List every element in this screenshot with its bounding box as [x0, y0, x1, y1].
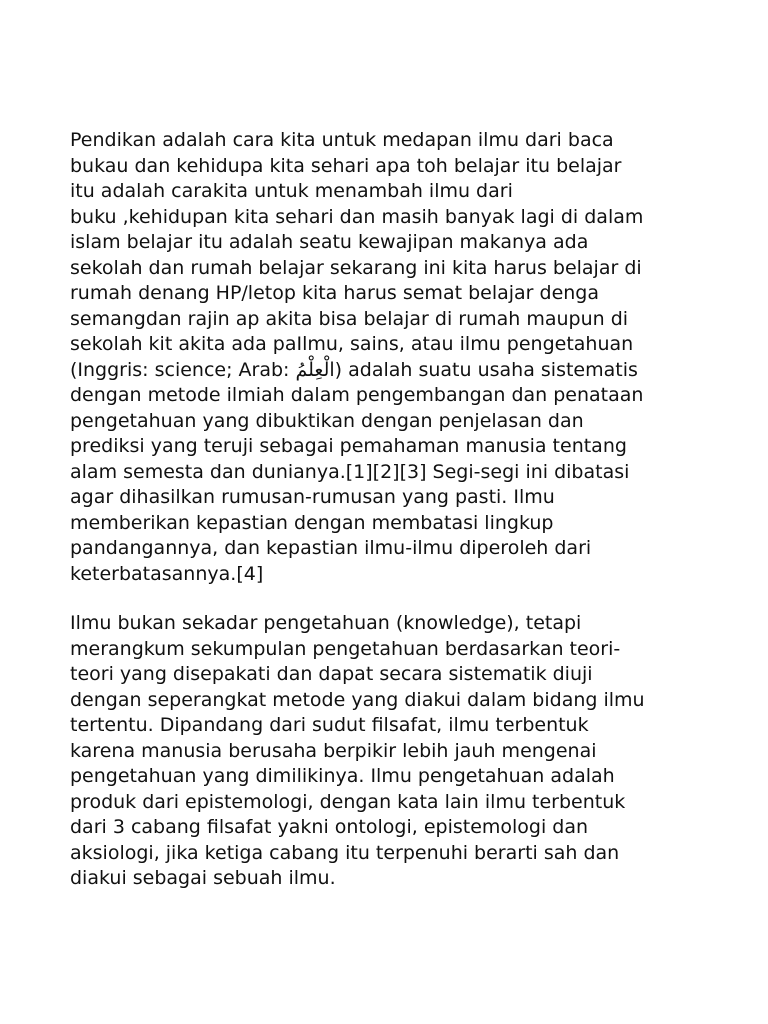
- text-line: itu adalah carakita untuk menambah ilmu dari: [70, 180, 513, 202]
- text-line: dengan seperangkat metode yang diakui dalam bidang ilmu: [70, 688, 645, 711]
- text-line: alam semesta dan dunianya.[1][2][3] Segi-segi ini dibatasi: [70, 460, 630, 483]
- text-line: karena manusia berusaha berpikir lebih jauh mengenai: [70, 739, 597, 762]
- text-line: islam belajar itu adalah seatu kewajipan makanya ada: [70, 231, 589, 253]
- text-line: agar dihasilkan rumusan-rumusan yang pasti. Ilmu: [70, 486, 555, 508]
- text-line: memberikan kepastian dengan membatasi lingkup: [70, 511, 554, 534]
- text-line: tertentu. Dipandang dari sudut filsafat, ilmu terbentuk: [70, 714, 589, 736]
- text-line: pengetahuan yang dimilikinya. Ilmu pengetahuan adalah: [70, 765, 615, 787]
- text-line: (Inggris: science; Arab: الْعِلْمُ) adalah suatu usaha sistematis: [70, 358, 638, 381]
- paragraph-1: [70, 128, 710, 587]
- text-line: rumah denang HP/letop kita harus semat belajar denga: [70, 282, 600, 304]
- text-line: produk dari epistemologi, dengan kata lain ilmu terbentuk: [70, 790, 626, 813]
- text-line: pandangannya, dan kepastian ilmu-ilmu diperoleh dari: [70, 537, 592, 559]
- text-line: Pendikan adalah cara kita untuk medapan ilmu dari baca: [70, 129, 614, 151]
- text-line: pengetahuan yang dibuktikan dengan penjelasan dan: [70, 409, 584, 432]
- text-line: keterbatasannya.[4]: [70, 562, 264, 585]
- text-line: dari 3 cabang filsafat yakni ontologi, epistemologi dan: [70, 816, 589, 838]
- paragraph-2: [70, 611, 710, 892]
- text-line: sekolah dan rumah belajar sekarang ini kita harus belajar di: [70, 256, 642, 279]
- text-line: prediksi yang teruji sebagai pemahaman manusia tentang: [70, 435, 627, 457]
- text-line: dengan metode ilmiah dalam pengembangan dan penataan: [70, 384, 644, 406]
- text-line: teori yang disepakati dan dapat secara sistematik diuji: [70, 663, 593, 685]
- text-line: merangkum sekumpulan pengetahuan berdasarkan teori-: [70, 637, 621, 660]
- text-line: sekolah kit akita ada paIlmu, sains, atau ilmu pengetahuan: [70, 333, 634, 355]
- text-line: diakui sebagai sebuah ilmu.: [70, 867, 336, 889]
- text-line: Ilmu bukan sekadar pengetahuan (knowledge), tetapi: [70, 612, 582, 634]
- text-line: aksiologi, jika ketiga cabang itu terpenuhi berarti sah dan: [70, 841, 620, 864]
- text-line: semangdan rajin ap akita bisa belajar di rumah maupun di: [70, 307, 629, 330]
- text-line: buku ,kehidupan kita sehari dan masih banyak lagi di dalam: [70, 205, 644, 228]
- text-line: bukau dan kehidupa kita sehari apa toh belajar itu belajar: [70, 154, 622, 177]
